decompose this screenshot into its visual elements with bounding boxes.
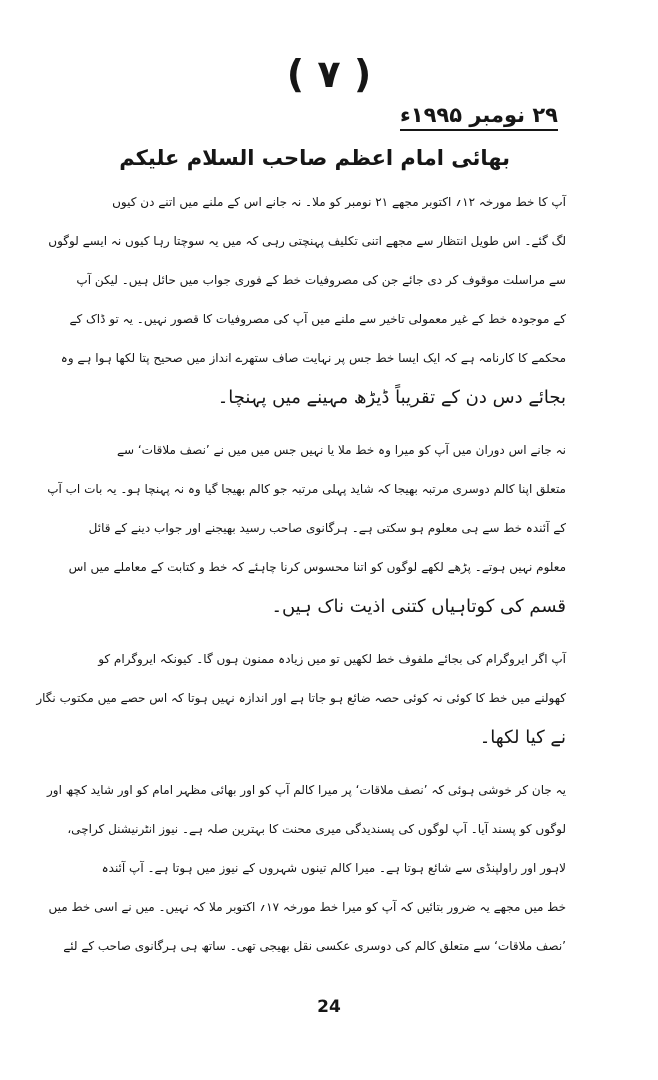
paragraph-3 bbox=[36, 640, 566, 757]
text-line: محکمے کا کارنامہ ہے کہ ایک ایسا خط جس پر نہایت صاف ستھرے انداز میں صحیح پتا لکھا ہوا ہے وہ bbox=[60, 351, 566, 365]
text-line: آپ کا خط مورخہ ۱۲؍ اکتوبر مجھے ۲۱ نومبر کو ملا۔ نہ جانے اس کے ملنے میں اتنے دن کیوں bbox=[112, 195, 566, 209]
text-line: یہ جان کر خوشی ہوئی کہ ’نصف ملاقات‘ پر میرا کالم آپ کو اور بھائی مظہر امام کو اور شاید کچھ اور bbox=[47, 783, 566, 797]
paragraph-2 bbox=[47, 431, 566, 626]
text-line: خط میں مجھے یہ ضرور بتائیں کہ آپ کو میرا خط مورخہ ۱۷؍ اکتوبر ملا کہ نہیں۔ میں نے اسی خط میں bbox=[48, 900, 566, 914]
text-line: نہ جانے اس دوران میں آپ کو میرا وہ خط ملا یا نہیں جس میں میں نے ’نصف ملاقات‘ سے bbox=[116, 443, 566, 457]
page-number: 24 bbox=[317, 997, 341, 1017]
text-line: لوگوں کو پسند آیا۔ آپ لوگوں کی پسندیدگی میری محنت کا بہترین صلہ ہے۔ نیوز انٹرنیشنل کراچی، bbox=[67, 822, 566, 836]
text-line: آپ اگر ایروگرام کی بجائے ملفوف خط لکھیں تو میں زیادہ ممنون ہوں گا۔ کیونکہ ایروگرام کو bbox=[98, 652, 566, 666]
text-line: ’نصف ملاقات‘ سے متعلق کالم کی دوسری عکسی نقل بھیجی تھی۔ ساتھ ہی ہرگانوی صاحب کے لئے bbox=[63, 939, 566, 953]
text-line: بجائے دس دن کے تقریباً ڈیڑھ مہینے میں پہنچا۔ bbox=[217, 387, 566, 408]
text-line: متعلق اپنا کالم دوسری مرتبہ بھیجا کہ شاید پہلی مرتبہ جو کالم بھیجا گیا وہ نہ پہنچا ہو۔ یہ بات اب آپ bbox=[47, 482, 566, 496]
chapter-number: ( ۷ ) bbox=[286, 52, 372, 96]
text-line: معلوم نہیں ہوتے۔ پڑھے لکھے لوگوں کو اتنا محسوس کرنا چاہئے کہ خط و کتابت کے معاملے میں اس bbox=[68, 560, 566, 574]
paragraph-1 bbox=[48, 183, 566, 417]
text-line: لاہور اور راولپنڈی سے شائع ہوتا ہے۔ میرا کالم تینوں شہروں کے نیوز میں ہوتا ہے۔ آپ آئندہ bbox=[101, 861, 566, 875]
letter-date: ۲۹ نومبر ۱۹۹۵ء bbox=[400, 103, 558, 131]
text-line: کے موجودہ خط کے غیر معمولی تاخیر سے ملنے میں آپ کی مصروفیات کا قصور نہیں۔ یہ تو ڈاک کے bbox=[69, 312, 566, 326]
letter-body bbox=[36, 183, 566, 966]
salutation: بھائی امام اعظم صاحب السلام علیکم bbox=[119, 146, 510, 170]
text-line: کھولنے میں خط کا کوئی نہ کوئی حصہ ضائع ہو جاتا ہے اور اندازہ نہیں ہوتا کہ اس حصے میں مکتوب نگار bbox=[36, 691, 566, 705]
paragraph-4 bbox=[47, 771, 566, 966]
text-line: نے کیا لکھا۔ bbox=[479, 727, 566, 748]
text-line: قسم کی کوتاہیاں کتنی اذیت ناک ہیں۔ bbox=[271, 596, 566, 617]
text-line: سے مراسلت موقوف کر دی جائے جن کی مصروفیات خط کے فوری جواب میں حائل ہیں۔ لیکن آپ bbox=[76, 273, 566, 287]
text-line: لگ گئے۔ اس طویل انتظار سے مجھے اتنی تکلیف پہنچتی رہی کہ میں یہ سوچتا رہا کیوں نہ ایسے لوگوں bbox=[48, 234, 566, 248]
text-line: کے آئندہ خط سے ہی معلوم ہو سکتی ہے۔ ہرگانوی صاحب رسید بھیجنے اور جواب دینے کے قائل bbox=[88, 521, 566, 535]
